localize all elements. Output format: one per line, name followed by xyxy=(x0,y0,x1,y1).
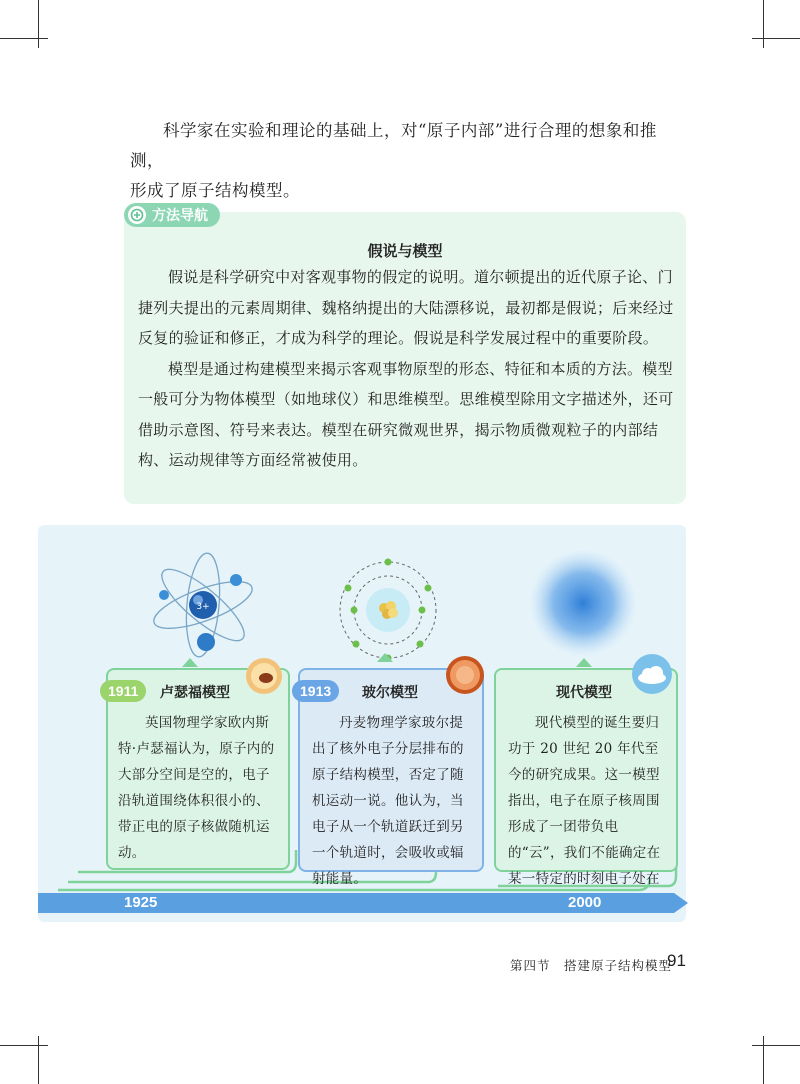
year-badge-1913: 1913 xyxy=(292,680,339,702)
method-paragraph: 模型是通过构建模型来揭示客观事物原型的形态、特征和本质的方法。模型一般可分为物体模型（如地球仪）和思维模型。思维模型除用文字描述外，还可借助示意图、符号来表达。模型在研究微观世界，揭示物质微观粒子的内部结构、运动规律等方面经常被使用。 xyxy=(138,359,674,469)
nucleus-charge-label: 3+ xyxy=(196,602,210,612)
intro-line-2: 形成了原子结构模型。 xyxy=(130,181,300,200)
axis-label-2000: 2000 xyxy=(568,894,602,911)
card-text: 英国物理学家欧内斯特·卢瑟福认为，原子内的大部分空间是空的，电子沿轨道围绕体积很小的、带正电的原子核做随机运动。 xyxy=(118,715,275,861)
card-text: 丹麦物理学家玻尔提出了核外电子分层排布的原子结构模型，否定了随机运动一说。他认为，当电子从一个轨道跃迁到另一个轨道时，会吸收或辐射能量。 xyxy=(312,715,464,887)
bohr-card-body xyxy=(298,668,480,887)
rutherford-atom-illustration xyxy=(148,550,258,660)
intro-line-1: 科学家在实验和理论的基础上，对“原子内部”进行合理的想象和推测， xyxy=(130,121,657,170)
up-arrow-marker xyxy=(377,653,393,662)
page-number: 91 xyxy=(667,951,686,970)
method-tab xyxy=(124,203,220,227)
up-arrow-marker xyxy=(576,658,592,667)
card-text: 现代模型的诞生要归功于 20 世纪 20 年代至今的研究成果。这一模型指出，电子在原子核周围形成了一团带负电的“云”，我们不能确定在某一特定的时刻电子处在 xyxy=(508,715,661,887)
method-body xyxy=(138,262,678,476)
rutherford-card-body xyxy=(106,668,286,866)
card-title: 玻尔模型 xyxy=(362,685,418,701)
crop-mark xyxy=(0,38,48,39)
up-arrow-marker xyxy=(182,658,198,667)
electron-cloud-illustration xyxy=(528,548,638,658)
card-title: 卢瑟福模型 xyxy=(160,685,230,701)
year-badge-1911: 1911 xyxy=(100,680,146,702)
compass-icon xyxy=(128,206,146,224)
crop-mark xyxy=(38,0,39,48)
axis-label-1925: 1925 xyxy=(124,894,158,911)
crop-mark xyxy=(0,1045,48,1046)
footer-section-title: 第四节 搭建原子结构模型 xyxy=(510,958,673,973)
crop-mark xyxy=(752,1045,800,1046)
crop-mark xyxy=(38,1036,39,1084)
crop-mark xyxy=(763,0,764,48)
axis-arrow-head xyxy=(674,893,688,913)
bohr-atom-illustration xyxy=(336,558,440,662)
method-tab-label: 方法导航 xyxy=(152,208,208,224)
method-paragraph: 假说是科学研究中对客观事物的假定的说明。道尔顿提出的近代原子论、门捷列夫提出的元素周期律、魏格纳提出的大陆漂移说，最初都是假说；后来经过反复的验证和修正，才成为科学的理论。假说是科学发展过程中的重要阶段。 xyxy=(138,268,674,347)
crop-mark xyxy=(763,1036,764,1084)
method-title: 假说与模型 xyxy=(367,242,443,260)
intro-paragraph xyxy=(130,116,690,206)
card-title: 现代模型 xyxy=(556,685,612,701)
modern-card-body xyxy=(494,668,674,887)
crop-mark xyxy=(752,38,800,39)
